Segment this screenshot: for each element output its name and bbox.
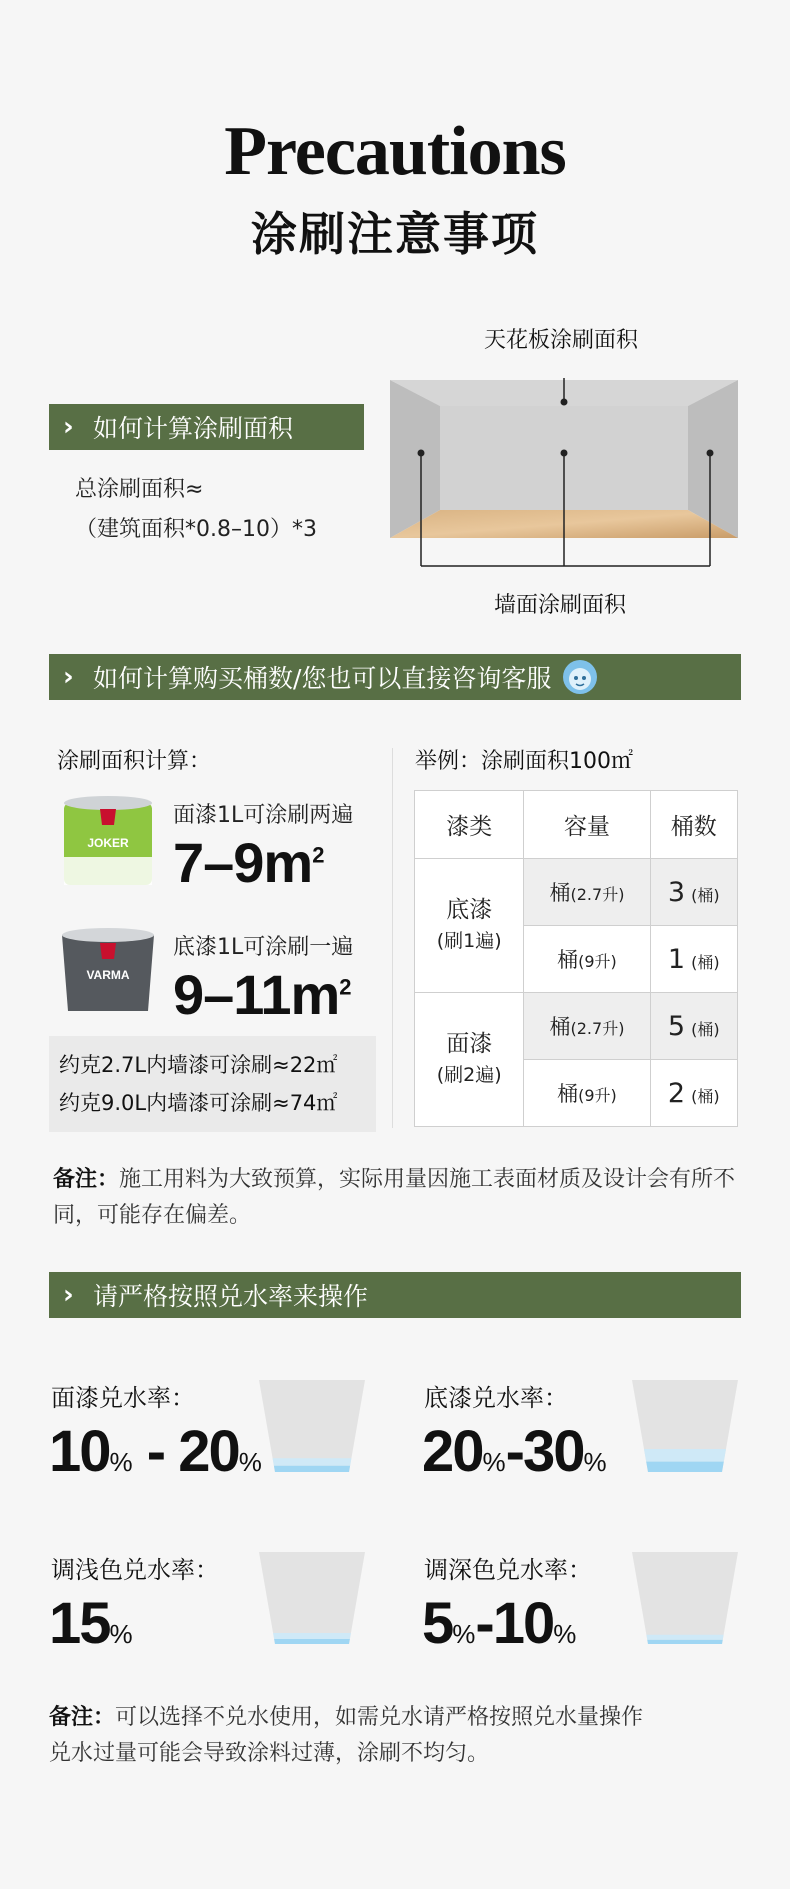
paint-type-cell: 面漆 (刷2遍) xyxy=(415,993,524,1127)
varma-paint-can xyxy=(58,925,158,1015)
budget-remark: 备注：施工用料为大致预算，实际用量因施工表面材质及设计会有所不同，可能存在偏差。 xyxy=(53,1167,736,1228)
service-bot-icon[interactable] xyxy=(561,658,599,696)
water-level xyxy=(274,1639,350,1644)
water-level-light xyxy=(273,1633,351,1639)
water-level-light xyxy=(644,1449,726,1462)
capacity-cell: 桶(2.7升) xyxy=(524,859,650,926)
joker-paint-can xyxy=(58,795,158,890)
table-header-row xyxy=(415,791,738,859)
chevron-right-icon: › xyxy=(63,662,74,692)
water-cup-primer xyxy=(630,1378,740,1474)
table-row xyxy=(415,859,738,926)
ceiling-area-label: 天花板涂刷面积 xyxy=(484,328,639,353)
dark-color-rate-label: 调深色兑水率： xyxy=(424,1556,592,1584)
varma-brand: VARMA xyxy=(86,968,130,982)
coverage-box xyxy=(49,1036,376,1132)
primer-rate-value: 20%-30% xyxy=(422,1419,607,1484)
section-bar-dilution xyxy=(49,1272,741,1318)
paint-type-cell: 底漆 (刷1遍) xyxy=(415,859,524,993)
topcoat-coverage-note: 面漆1L可涂刷两遍 xyxy=(173,803,354,828)
formula-line-2: （建筑面积*0.8–10）*3 xyxy=(75,517,317,542)
table-header: 桶数 xyxy=(650,791,738,859)
formula-line-1: 总涂刷面积≈ xyxy=(75,477,204,502)
light-color-rate-value: 15% xyxy=(49,1591,133,1656)
water-cup-dark-color xyxy=(630,1550,740,1646)
capacity-cell: 桶(2.7升) xyxy=(524,993,650,1060)
water-level xyxy=(647,1640,722,1644)
column-divider xyxy=(392,748,393,1128)
water-level-light xyxy=(273,1458,352,1466)
cup-body xyxy=(259,1552,365,1644)
section-bar-area xyxy=(49,404,364,450)
ceiling-marker xyxy=(561,399,568,406)
cup-body xyxy=(259,1380,365,1472)
chevron-right-icon: › xyxy=(63,1280,74,1310)
table-header: 容量 xyxy=(524,791,650,859)
area-calc-heading: 涂刷面积计算： xyxy=(57,749,212,774)
light-color-rate-label: 调浅色兑水率： xyxy=(51,1556,219,1584)
water-level-light xyxy=(646,1635,723,1640)
table-row xyxy=(415,993,738,1060)
capacity-cell: 桶(9升) xyxy=(524,926,650,993)
section-bar-dilution-label: 请严格按照兑水率来操作 xyxy=(93,1282,369,1311)
section-bar-area-label: 如何计算涂刷面积 xyxy=(93,414,294,443)
page-title-cn: 涂刷注意事项 xyxy=(251,207,539,261)
room-diagram xyxy=(388,378,740,548)
coverage-line: 约克2.7L内墙漆可涂刷≈22㎡ xyxy=(59,1053,338,1077)
dark-color-rate-value: 5%-10% xyxy=(422,1591,577,1656)
coverage-line: 约克9.0L内墙漆可涂刷≈74㎡ xyxy=(59,1091,338,1115)
count-cell: 3 (桶) xyxy=(650,859,738,926)
water-level xyxy=(646,1462,724,1472)
section-bar-buckets-label: 如何计算购买桶数/您也可以直接咨询客服 xyxy=(93,664,552,693)
primer-coverage-note: 底漆1L可涂刷一遍 xyxy=(173,935,354,960)
topcoat-rate-value: 10% - 20% xyxy=(49,1419,262,1484)
wall-bracket xyxy=(388,548,740,568)
table-header: 漆类 xyxy=(415,791,524,859)
page-title-en: Precautions xyxy=(224,113,566,190)
section-bar-buckets xyxy=(49,654,741,700)
topcoat-rate-label: 面漆兑水率： xyxy=(51,1384,195,1412)
wall-area-label: 墙面涂刷面积 xyxy=(494,593,627,618)
example-heading: 举例：涂刷面积100㎡ xyxy=(415,749,633,774)
count-cell: 2 (桶) xyxy=(650,1060,738,1127)
topcoat-area-value: $7-9m^2$ xyxy=(173,831,324,894)
count-cell: 1 (桶) xyxy=(650,926,738,993)
water-cup-light-color xyxy=(257,1550,367,1646)
water-cup-topcoat xyxy=(257,1378,367,1474)
area-formula xyxy=(75,470,317,550)
joker-brand: JOKER xyxy=(87,836,129,850)
count-cell: 5 (桶) xyxy=(650,993,738,1060)
bucket-table xyxy=(414,790,738,1127)
primer-area-value: $9-11m^2$ xyxy=(173,963,351,1026)
dilution-remark: 备注：可以选择不兑水使用，如需兑水请严格按照兑水量操作 兑水过量可能会导致涂料过薄，涂刷不均匀。 xyxy=(49,1705,644,1766)
capacity-cell: 桶(9升) xyxy=(524,1060,650,1127)
chevron-right-icon: › xyxy=(63,412,74,442)
water-level xyxy=(274,1466,350,1472)
primer-rate-label: 底漆兑水率： xyxy=(424,1384,568,1412)
cup-body xyxy=(632,1552,738,1644)
